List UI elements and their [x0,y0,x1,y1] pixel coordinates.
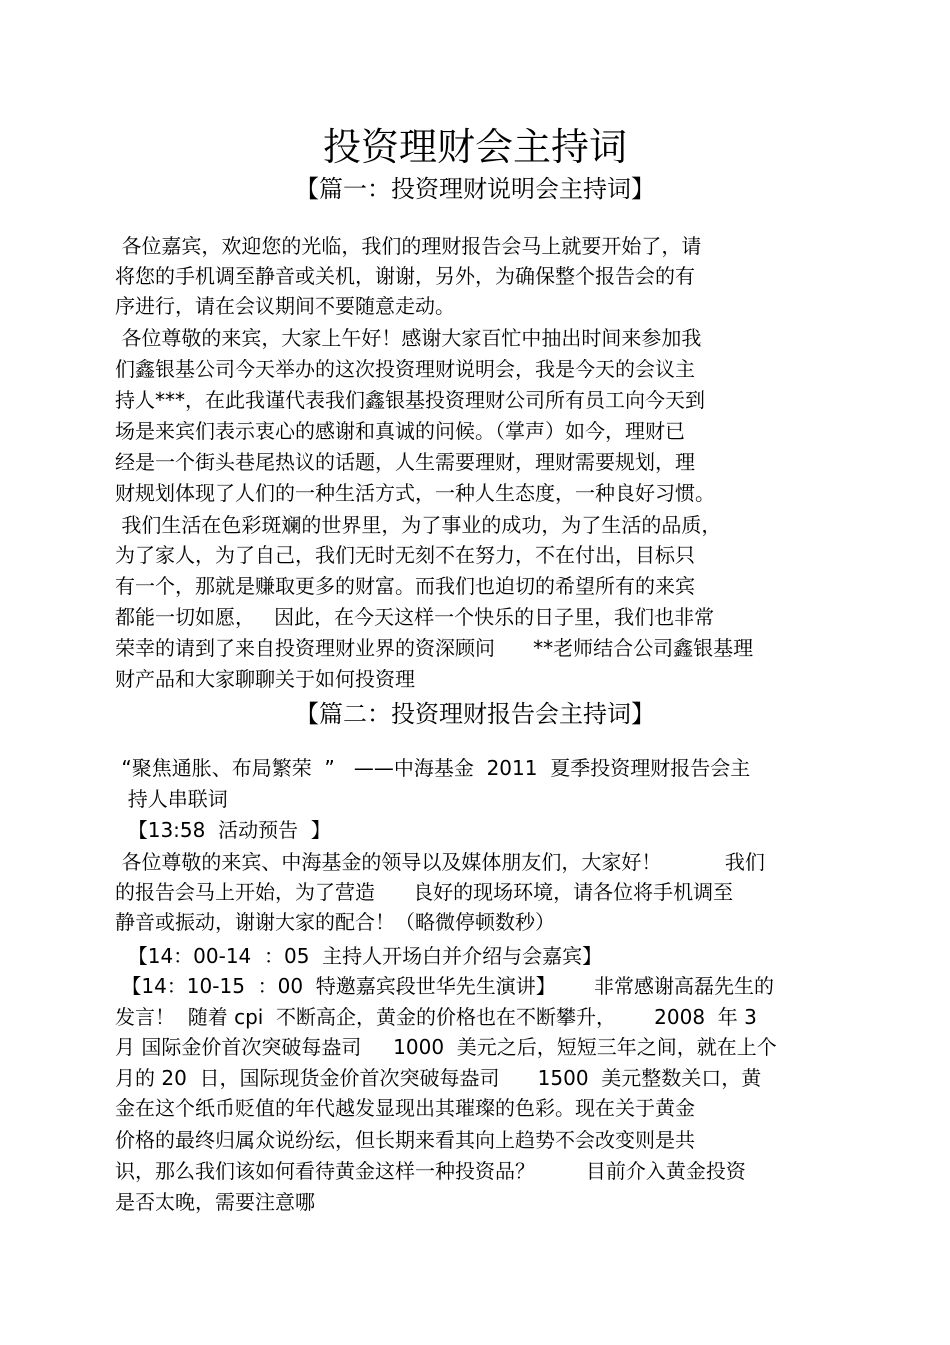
paragraph-line: 我们生活在色彩斑斓的世界里，为了事业的成功，为了生活的品质， [115,513,722,537]
paragraph-line: 的报告会马上开始，为了营造 良好的现场环境，请各位将手机调至 [115,880,734,904]
paragraph-line: 月的 20 日，国际现货金价首次突破每盎司 1500 美元整数关口，黄 [115,1066,762,1090]
paragraph-line: “聚焦通胀、布局繁荣 ” ——中海基金 2011 夏季投资理财报告会主 [115,756,751,780]
paragraph-line: 价格的最终归属众说纷纭，但长期来看其向上趋势不会改变则是共 [115,1128,695,1152]
paragraph-line: 月 国际金价首次突破每盎司 1000 美元之后，短短三年之间，就在上个 [115,1035,777,1059]
paragraph-line: 识，那么我们该如何看待黄金这样一种投资品？ 目前介入黄金投资 [115,1159,746,1183]
paragraph-line: 持人***，在此我谨代表我们鑫银基投资理财公司所有员工向今天到 [115,388,705,412]
document-title: 投资理财会主持词 [322,125,627,169]
paragraph-line: 是否太晚，需要注意哪 [115,1190,315,1214]
section-2-heading: 【篇二：投资理财报告会主持词】 [295,700,655,728]
paragraph-line: 各位尊敬的来宾，大家上午好！感谢大家百忙中抽出时间来参加我 [115,326,702,350]
paragraph-line: 【14：10-15 ：00 特邀嘉宾段世华先生演讲】 非常感谢高磊先生的 [115,974,774,998]
paragraph-line: 【14：00-14 ：05 主持人开场白并介绍与会嘉宾】 [115,944,603,968]
paragraph-line: 都能一切如愿， 因此，在今天这样一个快乐的日子里，我们也非常 [115,605,715,629]
paragraph-line: 序进行，请在会议期间不要随意走动。 [115,294,455,318]
paragraph-line: 发言！ 随着 cpi 不断高企，黄金的价格也在不断攀升， 2008 年 3 [115,1005,757,1029]
paragraph-line: 金在这个纸币贬值的年代越发显现出其璀璨的色彩。现在关于黄金 [115,1096,695,1120]
paragraph-line: 有一个，那就是赚取更多的财富。而我们也迫切的希望所有的来宾 [115,574,695,598]
paragraph-line: 财规划体现了人们的一种生活方式，一种人生态度，一种良好习惯。 [115,481,715,505]
paragraph-line: 为了家人，为了自己，我们无时无刻不在努力，不在付出，目标只 [115,543,695,567]
section-1-heading: 【篇一：投资理财说明会主持词】 [295,175,655,203]
paragraph-line: 各位尊敬的来宾、中海基金的领导以及媒体朋友们，大家好！ 我们 [115,850,765,874]
paragraph-line: 持人串联词 [115,787,228,811]
paragraph-line: 将您的手机调至静音或关机，谢谢，另外，为确保整个报告会的有 [115,264,695,288]
paragraph-line: 经是一个街头巷尾热议的话题，人生需要理财，理财需要规划，理 [115,450,695,474]
paragraph-line: 财产品和大家聊聊关于如何投资理 [115,667,415,691]
paragraph-line: 荣幸的请到了来自投资理财业界的资深顾问 **老师结合公司鑫银基理 [115,636,754,660]
paragraph-line: 静音或振动，谢谢大家的配合！（略微停顿数秒） [115,910,555,934]
paragraph-line: 们鑫银基公司今天举办的这次投资理财说明会，我是今天的会议主 [115,357,695,381]
paragraph-line: 各位嘉宾，欢迎您的光临，我们的理财报告会马上就要开始了，请 [115,234,702,258]
paragraph-line: 【13:58 活动预告 】 [115,818,331,842]
paragraph-line: 场是来宾们表示衷心的感谢和真诚的问候。（掌声）如今，理财已 [115,419,685,443]
